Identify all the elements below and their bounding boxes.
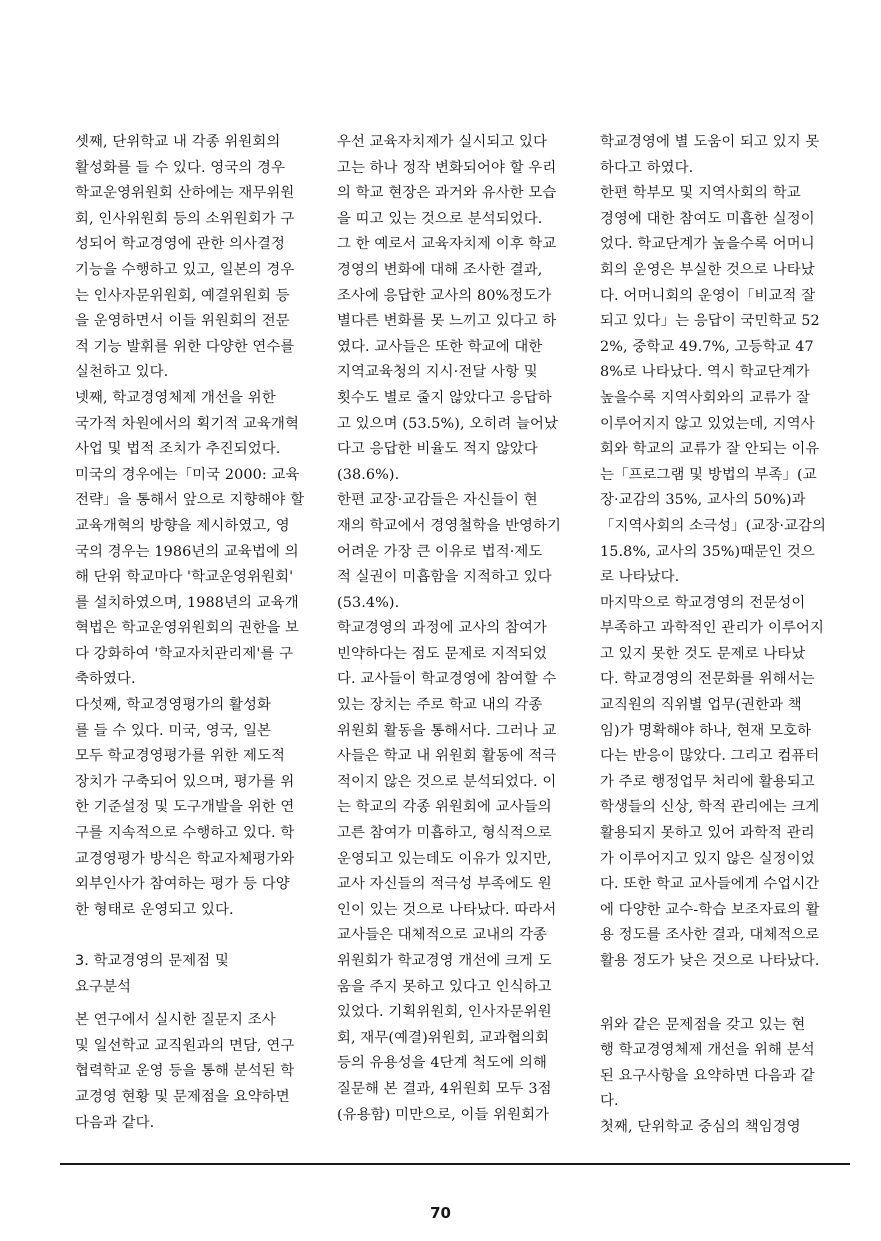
text-line: 및 일선학교 교직원과의 면담, 연구 bbox=[75, 1037, 295, 1054]
text-line: 축하였다. bbox=[75, 671, 136, 688]
text-line: 다는 반응이 많았다. 그리고 컴퓨터 bbox=[600, 748, 820, 765]
text-line: 학교경영의 과정에 교사의 참여가 bbox=[337, 620, 548, 637]
text-line: 높을수록 지역사회와의 교류가 잘 bbox=[600, 389, 811, 406]
text-line: 횟수도 별로 줄지 않았다고 응답하 bbox=[337, 389, 552, 406]
text-line: 빈약하다는 점도 문제로 지적되었 bbox=[337, 645, 548, 662]
text-line: 8%로 나타났다. 역시 학교단계가 bbox=[600, 364, 810, 381]
text-line: 이루어지지 않고 있었는데, 지역사 bbox=[600, 415, 815, 432]
heading-line: 3. 학교경영의 문제점 및 bbox=[75, 953, 229, 969]
text-line: 교사 자신들의 적극성 부족에도 원 bbox=[337, 876, 552, 893]
text-line: 다. 학교경영의 전문화를 위해서는 bbox=[600, 671, 815, 688]
text-line: 외부인사가 참여하는 평가 등 다양 bbox=[75, 876, 290, 893]
text-line: 사업 및 법적 조치가 추진되었다. bbox=[75, 441, 281, 458]
text-line: 전략」을 통해서 앞으로 지향해야 할 bbox=[75, 492, 305, 509]
text-line: 에 다양한 교수-학습 보조자료의 활 bbox=[600, 901, 820, 918]
text-line: 경영의 변화에 대해 조사한 결과, bbox=[337, 261, 543, 278]
footer-rule bbox=[60, 1163, 850, 1165]
text-line: 15.8%, 교사의 35%)때문인 것으 bbox=[600, 543, 815, 560]
text-line: 있었다. 기획위원회, 인사자문위원 bbox=[337, 1004, 552, 1021]
text-line: 었다. 학교단계가 높을수록 어머니 bbox=[600, 236, 815, 253]
text-line: 활용되지 못하고 있어 과학적 관리 bbox=[600, 825, 815, 842]
text-line: 위원회 활동을 통해서다. 그러나 교 bbox=[337, 722, 557, 739]
text-line: 우선 교육자치제가 실시되고 있다 bbox=[337, 134, 548, 150]
text-line: 한 형태로 운영되고 있다. bbox=[75, 901, 234, 918]
text-line: 교사들은 대체적으로 교내의 각종 bbox=[337, 927, 548, 944]
text-line: 사들은 학교 내 위원회 활동에 적극 bbox=[337, 748, 557, 765]
text-line: 는 인사자문위원회, 예결위원회 등 bbox=[75, 287, 290, 304]
text-line: 위와 같은 문제점을 갖고 있는 현 bbox=[600, 1016, 806, 1033]
text-line: 용 정도를 조사한 결과, 대체적으로 bbox=[600, 927, 820, 944]
text-line: 다. 또한 학교 교사들에게 수업시간 bbox=[600, 876, 820, 893]
text-line: 모두 학교경영평가를 위한 제도적 bbox=[75, 748, 286, 765]
text-line: 장·교감의 35%, 교사의 50%)과 bbox=[600, 492, 806, 509]
text-line: (53.4%). bbox=[337, 594, 400, 611]
text-line: 활성화를 들 수 있다. 영국의 경우 bbox=[75, 159, 286, 176]
text-line: 교직원의 직위별 업무(권한과 책 bbox=[600, 697, 802, 714]
text-line: 질문해 본 결과, 4위원회 모두 3점 bbox=[337, 1080, 552, 1097]
text-line: 회의 운영은 부실한 것으로 나타났 bbox=[600, 261, 815, 278]
text-line: 있는 장치는 주로 학교 내의 각종 bbox=[337, 697, 543, 714]
text-line: 미국의 경우에는「미국 2000: 교육 bbox=[75, 466, 300, 483]
text-line: 다 강화하여 '학교자치관리제'를 구 bbox=[75, 645, 294, 662]
text-line: 가 이루어지고 있지 않은 실정이었 bbox=[600, 850, 815, 867]
text-line: 등의 유용성을 4단계 척도에 의해 bbox=[337, 1055, 547, 1072]
text-line: 본 연구에서 실시한 질문지 조사 bbox=[75, 1012, 276, 1029]
text-line: 된 요구사항을 요약하면 다음과 같 bbox=[600, 1067, 815, 1084]
text-line: 는「프로그램 및 방법의 부족」(교 bbox=[600, 466, 817, 483]
text-line: 로 나타났다. bbox=[600, 569, 680, 586]
text-line: 혁법은 학교운영위원회의 권한을 보 bbox=[75, 620, 300, 637]
text-line: 국의 경우는 1986년의 교육법에 의 bbox=[75, 543, 299, 560]
text-line: 다음과 같다. bbox=[75, 1114, 155, 1131]
text-line: 별다른 변화를 못 느끼고 있다고 하 bbox=[337, 313, 557, 330]
text-line: 다. bbox=[600, 1093, 619, 1110]
text-line: 2%, 중학교 49.7%, 고등학교 47 bbox=[600, 338, 814, 355]
text-line: 적이지 않은 것으로 분석되었다. 이 bbox=[337, 773, 557, 790]
text-line: 행 학교경영체제 개선을 위해 분석 bbox=[600, 1042, 815, 1059]
text-line: 교경영 현황 및 문제점을 요약하면 bbox=[75, 1088, 290, 1105]
text-line: 위원회가 학교경영 개선에 크게 도 bbox=[337, 953, 552, 969]
text-line: 임)가 명확해야 하나, 현재 모호하 bbox=[600, 722, 812, 739]
text-column-1 bbox=[75, 130, 315, 1136]
text-line: 움을 주지 못하고 있다고 인식하고 bbox=[337, 978, 552, 995]
text-line: 다. 교사들이 학교경영에 참여할 수 bbox=[337, 671, 557, 688]
text-line: 학생들의 신상, 학적 관리에는 크게 bbox=[600, 799, 820, 816]
text-line: 을 운영하면서 이들 위원회의 전문 bbox=[75, 313, 290, 330]
text-line: 고른 참여가 미흡하고, 형식적으로 bbox=[337, 825, 552, 842]
text-line: 기능을 수행하고 있고, 일본의 경우 bbox=[75, 261, 295, 278]
text-line: 경영에 대한 참여도 미흡한 실정이 bbox=[600, 210, 815, 227]
text-line: 적 실권이 미흡함을 지적하고 있다 bbox=[337, 569, 552, 586]
text-line: 고 있으며 (53.5%), 오히려 늘어났 bbox=[337, 415, 559, 432]
text-line: 고 있지 못한 것도 문제로 나타났 bbox=[600, 645, 806, 662]
text-line: 넷째, 학교경영체제 개선을 위한 bbox=[75, 389, 276, 406]
text-line: 다. 어머니회의 운영이「비교적 잘 bbox=[600, 287, 816, 304]
text-line: 부족하고 과학적인 관리가 이루어지 bbox=[600, 620, 825, 637]
text-line: 한편 교장·교감들은 자신들이 현 bbox=[337, 492, 538, 509]
text-line: 협력학교 운영 등을 통해 분석된 학 bbox=[75, 1063, 295, 1080]
text-line: 「지역사회의 소극성」(교장·교감의 bbox=[600, 517, 827, 534]
text-line: 되고 있다」는 응답이 국민학교 52 bbox=[600, 313, 820, 330]
text-line: 그 한 예로서 교육자치제 이후 학교 bbox=[337, 236, 557, 253]
text-line: 해 단위 학교마다 '학교운영위원회' bbox=[75, 569, 294, 586]
text-line: 운영되고 있는데도 이유가 있지만, bbox=[337, 850, 552, 867]
text-line: 재의 학교에서 경영철학을 반영하기 bbox=[337, 517, 562, 534]
text-line: 한편 학부모 및 지역사회의 학교 bbox=[600, 185, 801, 202]
text-line: 지역교육청의 지시·전달 사항 및 bbox=[337, 364, 538, 381]
text-line: 회, 재무(예결)위원회, 교과협의회 bbox=[337, 1029, 550, 1046]
text-line: 마지막으로 학교경영의 전문성이 bbox=[600, 594, 806, 611]
text-line: 교육개혁의 방향을 제시하였고, 영 bbox=[75, 517, 290, 534]
text-line: (유용함) 미만으로, 이들 위원회가 bbox=[337, 1106, 550, 1123]
text-line: 을 띠고 있는 것으로 분석되었다. bbox=[337, 210, 543, 227]
text-line: 활용 정도가 낮은 것으로 나타났다. bbox=[600, 953, 820, 969]
text-line: 를 설치하였으며, 1988년의 교육개 bbox=[75, 594, 299, 611]
text-line: 한 기준설정 및 도구개발을 위한 연 bbox=[75, 799, 295, 816]
text-line: 회, 인사위원회 등의 소위원회가 구 bbox=[75, 210, 295, 227]
text-line: 하다고 하였다. bbox=[600, 159, 694, 176]
text-line: 성되어 학교경영에 관한 의사결정 bbox=[75, 236, 286, 253]
text-line: (38.6%). bbox=[337, 466, 400, 483]
text-line: 다섯째, 학교경영평가의 활성화 bbox=[75, 697, 272, 714]
text-line: 였다. 교사들은 또한 학교에 대한 bbox=[337, 338, 543, 355]
text-line: 가 주로 행정업무 처리에 활용되고 bbox=[600, 773, 815, 790]
text-line: 국가적 차원에서의 획기적 교육개혁 bbox=[75, 415, 300, 432]
section-heading bbox=[75, 949, 315, 1000]
text-line: 구를 지속적으로 수행하고 있다. 학 bbox=[75, 825, 295, 842]
text-line: 학교운영위원회 산하에는 재무위원 bbox=[75, 185, 295, 202]
text-line: 를 들 수 있다. 미국, 영국, 일본 bbox=[75, 722, 272, 739]
text-line: 학교경영에 별 도움이 되고 있지 못 bbox=[600, 134, 820, 150]
text-line: 장치가 구축되어 있으며, 평가를 위 bbox=[75, 773, 295, 790]
text-line: 회와 학교의 교류가 잘 안되는 이유 bbox=[600, 441, 820, 458]
text-line: 인이 있는 것으로 나타났다. 따라서 bbox=[337, 901, 557, 918]
text-line: 실천하고 있다. bbox=[75, 364, 169, 381]
text-line: 교경영평가 방식은 학교자체평가와 bbox=[75, 850, 295, 867]
text-line: 고는 하나 정작 변화되어야 할 우리 bbox=[337, 159, 557, 176]
text-column-3 bbox=[600, 130, 840, 1141]
text-line: 조사에 응답한 교사의 80%정도가 bbox=[337, 287, 552, 304]
heading-line: 요구분석 bbox=[75, 978, 132, 995]
text-line: 어려운 가장 큰 이유로 법적·제도 bbox=[337, 543, 543, 560]
text-column-2 bbox=[337, 130, 577, 1128]
text-line: 적 기능 발휘를 위한 다양한 연수를 bbox=[75, 338, 295, 355]
text-line: 첫째, 단위학교 중심의 책임경영 bbox=[600, 1118, 801, 1135]
text-line: 는 학교의 각종 위원회에 교사들의 bbox=[337, 799, 552, 816]
text-line: 다고 응답한 비율도 적지 않았다 bbox=[337, 441, 538, 458]
page-number: 70 bbox=[430, 1204, 451, 1222]
text-line: 셋째, 단위학교 내 각종 위원회의 bbox=[75, 134, 281, 150]
text-line: 의 학교 현장은 과거와 유사한 모습 bbox=[337, 185, 557, 202]
